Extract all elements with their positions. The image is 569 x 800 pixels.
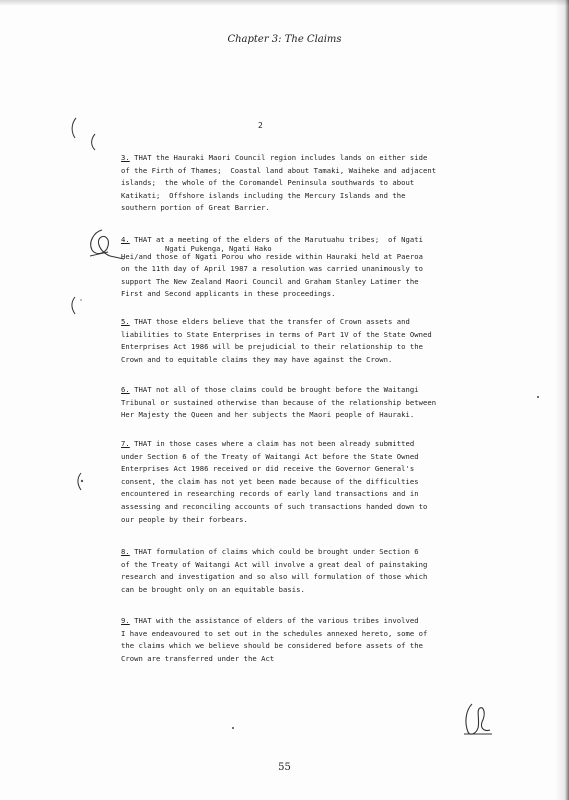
paragraph-line: Crown are transferred under the Act xyxy=(121,653,275,663)
paragraph-line: on the 11th day of April 1987 a resolution was carried unanimously to xyxy=(121,264,424,274)
scan-edge-shadow xyxy=(555,0,569,800)
chapter-header: Chapter 3: The Claims xyxy=(227,34,342,45)
paragraph-line: consent, the claim has not yet been made because of the difficulties xyxy=(121,476,419,486)
paragraph-line: 9. THAT with the assistance of elders of the various tribes involved xyxy=(121,616,419,625)
scan-top-shadow xyxy=(0,0,569,6)
signature-mark xyxy=(458,700,498,742)
paragraph-3 xyxy=(121,152,521,215)
paragraph-line: encountered in researching records of early land transactions and in xyxy=(121,489,419,499)
paragraph-number: 6. xyxy=(121,385,130,394)
paragraph-6 xyxy=(121,384,521,422)
page-number: 55 xyxy=(278,762,291,773)
paragraph-line: of the Treaty of Waitangi Act will involve a great deal of painstaking xyxy=(121,559,428,569)
paragraph-number: 5. xyxy=(121,317,130,326)
paragraph-line: Her Majesty the Queen and her subjects the Maori people of Hauraki. xyxy=(121,410,415,420)
paragraph-line: research and investigation and so also will formulation of those which xyxy=(121,572,428,582)
initials-signature-mark xyxy=(84,226,126,266)
paragraph-line: Enterprises Act 1986 will be prejudicial to their relationship to the xyxy=(121,342,424,352)
paragraph-5 xyxy=(121,316,521,366)
paragraph-line: 3. THAT the Hauraki Maori Council region includes lands on either side xyxy=(121,153,428,162)
paragraph-line: 6. THAT not all of those claims could be brought before the Waitangi xyxy=(121,385,419,394)
paragraph-line: Katikati; Offshore islands including the Mercury Islands and the xyxy=(121,190,406,200)
paragraph-number: 9. xyxy=(121,616,130,625)
paragraph-number: 3. xyxy=(121,153,130,162)
paragraph-number: 7. xyxy=(121,439,130,448)
paragraph-line: support The New Zealand Maori Council and Graham Stanley Latimer the xyxy=(121,276,419,286)
paragraph-line: Hei/and those of Ngati Porou who reside within Hauraki held at Paeroa xyxy=(121,251,424,261)
paragraph-8 xyxy=(121,546,521,596)
paragraph-line: 7. THAT in those cases where a claim has not been already submitted xyxy=(121,439,415,448)
scan-speck xyxy=(232,727,234,729)
paragraph-line: under Section 6 of the Treaty of Waitangi Act before the State Owned xyxy=(121,451,419,461)
paragraph-line: islands; the whole of the Coromandel Peninsula southwards to about xyxy=(121,178,415,188)
scan-speck xyxy=(537,396,539,398)
margin-bracket-mark xyxy=(66,294,90,318)
paragraph-line: our people by their forbears. xyxy=(121,514,248,524)
paragraph-4 xyxy=(121,234,521,301)
paragraph-line: I have endeavoured to set out in the schedules annexed hereto, some of xyxy=(121,628,428,638)
paragraph-line: 4. THAT at a meeting of the elders of the Marutuahu tribes; of Ngati xyxy=(121,235,424,244)
paragraph-line: of the Firth of Thames; Coastal land about Tamaki, Waiheke and adjacent xyxy=(121,165,437,175)
handwritten-insertion: Ngati Pukenga, Ngati Hako xyxy=(165,244,272,253)
paragraph-number: 4. xyxy=(121,235,130,244)
paragraph-line: Crown and to equitable claims they may have against the Crown. xyxy=(121,354,393,364)
paragraph-line: can be brought only on an equitable basis. xyxy=(121,584,305,594)
paragraph-line: liabilities to State Enterprises in terms of Part 1V of the State Owned xyxy=(121,329,432,339)
paragraph-number: 8. xyxy=(121,547,130,556)
paragraph-7 xyxy=(121,438,521,526)
paragraph-line: Enterprises Act 1986 received or did receive the Governor General's xyxy=(121,464,415,474)
paragraph-line: First and Second applicants in these proceedings. xyxy=(121,289,336,299)
margin-bracket-mark xyxy=(72,470,92,494)
paragraph-line: the claims which we believe should be considered before assets of the xyxy=(121,641,424,651)
paragraph-line: southern portion of Great Barrier. xyxy=(121,203,270,213)
paragraph-9 xyxy=(121,615,521,665)
margin-bracket-mark xyxy=(66,112,106,152)
paragraph-line: 5. THAT those elders believe that the transfer of Crown assets and xyxy=(121,317,410,326)
document-page-number: 2 xyxy=(258,121,263,130)
paragraph-line: 8. THAT formulation of claims which could be brought under Section 6 xyxy=(121,547,419,556)
paragraph-line: Tribunal or sustained otherwise than because of the relationship between xyxy=(121,397,437,407)
paragraph-line: assessing and reconciling accounts of such transactions handed down to xyxy=(121,501,428,511)
